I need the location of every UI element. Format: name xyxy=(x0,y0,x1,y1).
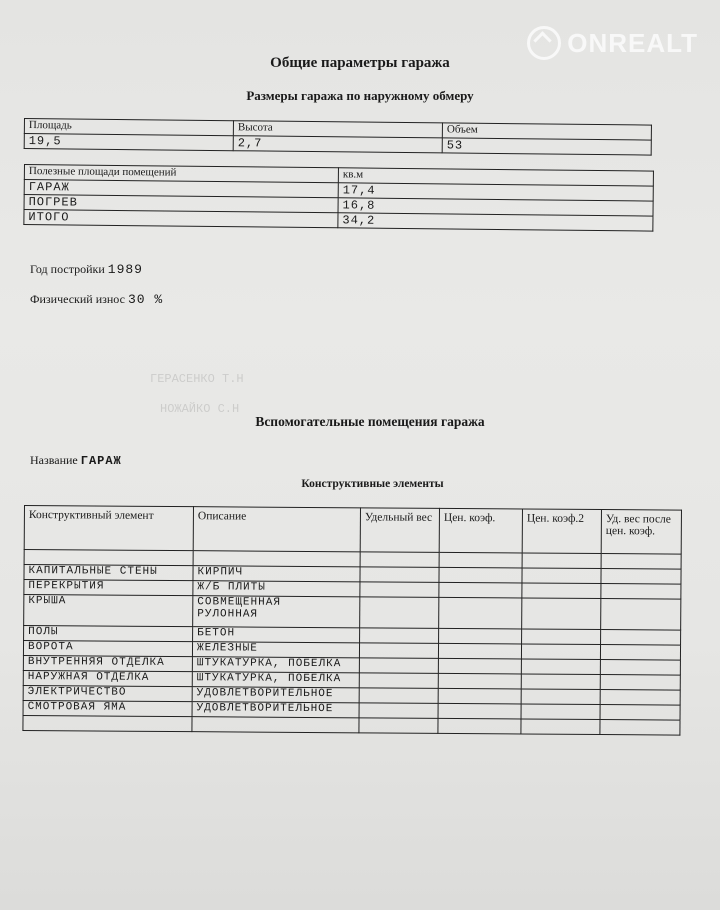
element-desc: УДОВЛЕТВОРИТЕЛЬНОЕ xyxy=(192,687,359,703)
page-title: Общие параметры гаража xyxy=(270,55,450,71)
header-cell: Описание xyxy=(193,507,360,552)
element-name: НАРУЖНАЯ ОТДЕЛКА xyxy=(23,670,192,686)
row-value: 16,8 xyxy=(338,198,653,216)
header-cell: Удельный вес xyxy=(360,508,439,553)
aux-rooms-heading: Вспомогательные помещения гаража xyxy=(255,414,485,429)
row-label: ПОГРЕВ xyxy=(24,195,338,213)
element-name: ПЕРЕКРЫТИЯ xyxy=(24,580,193,596)
structural-elements-table xyxy=(22,505,682,736)
name-line xyxy=(30,453,122,468)
name-label: Название xyxy=(30,453,78,467)
row-value: 17,4 xyxy=(338,183,653,201)
element-name: КАПИТАЛЬНЫЕ СТЕНЫ xyxy=(24,565,193,581)
name-value: ГАРАЖ xyxy=(80,454,122,468)
element-name: ВНУТРЕННЯЯ ОТДЕЛКА xyxy=(23,655,192,671)
element-name: СМОТРОВАЯ ЯМА xyxy=(23,700,192,716)
header-cell: Уд. вес после цен. коэф. xyxy=(601,510,681,555)
header-cell: Площадь xyxy=(24,119,233,136)
wear-label: Физический износ xyxy=(30,292,125,306)
element-desc: БЕТОН xyxy=(193,627,360,643)
build-year-value: 1989 xyxy=(107,262,143,277)
bleed-text: ГЕРАСЕНКО Т.Н xyxy=(150,372,244,386)
element-name: КРЫША xyxy=(24,595,193,627)
row-value: 34,2 xyxy=(338,213,653,231)
element-desc: УДОВЛЕТВОРИТЕЛЬНОЕ xyxy=(192,702,359,718)
value-cell: 19,5 xyxy=(24,134,233,151)
element-desc: КИРПИЧ xyxy=(193,566,360,582)
header-cell: Конструктивный элемент xyxy=(24,506,193,551)
row-label: ГАРАЖ xyxy=(24,180,338,198)
header-cell: Высота xyxy=(233,121,442,138)
wear-value: 30 % xyxy=(127,292,164,307)
element-desc: ШТУКАТУРКА, ПОБЕЛКА xyxy=(192,657,359,673)
dimensions-table xyxy=(24,118,652,156)
row-label: ИТОГО xyxy=(24,210,338,228)
value-cell: 53 xyxy=(442,138,651,155)
header-cell: Объем xyxy=(442,123,651,140)
element-name: ЭЛЕКТРИЧЕСТВО xyxy=(23,685,192,701)
header-cell: Полезные площади помещений xyxy=(24,165,338,183)
bleed-text: НОЖАЙКО С.Н xyxy=(160,402,240,416)
areas-table xyxy=(23,164,654,232)
element-desc xyxy=(193,596,360,628)
header-cell: Цен. коэф.2 xyxy=(522,509,601,554)
element-desc: Ж/Б ПЛИТЫ xyxy=(193,581,360,597)
build-year-line xyxy=(30,262,143,277)
element-desc-line: СОВМЕЩЕННАЯ xyxy=(197,596,281,609)
header-cell: кв.м xyxy=(338,168,653,186)
section-subtitle: Размеры гаража по наружному обмеру xyxy=(246,88,474,103)
element-name: ПОЛЫ xyxy=(24,626,193,642)
structural-heading: Конструктивные элементы xyxy=(301,478,444,490)
element-desc-line: РУЛОННАЯ xyxy=(197,608,259,621)
header-cell: Цен. коэф. xyxy=(439,508,522,553)
element-name: ВОРОТА xyxy=(23,641,192,657)
wear-line xyxy=(30,292,163,307)
element-desc: ШТУКАТУРКА, ПОБЕЛКА xyxy=(192,672,359,688)
value-cell: 2,7 xyxy=(233,136,442,153)
build-year-label: Год постройки xyxy=(30,262,105,276)
watermark-text: ONREALT xyxy=(567,27,698,58)
element-desc: ЖЕЛЕЗНЫЕ xyxy=(192,642,359,658)
